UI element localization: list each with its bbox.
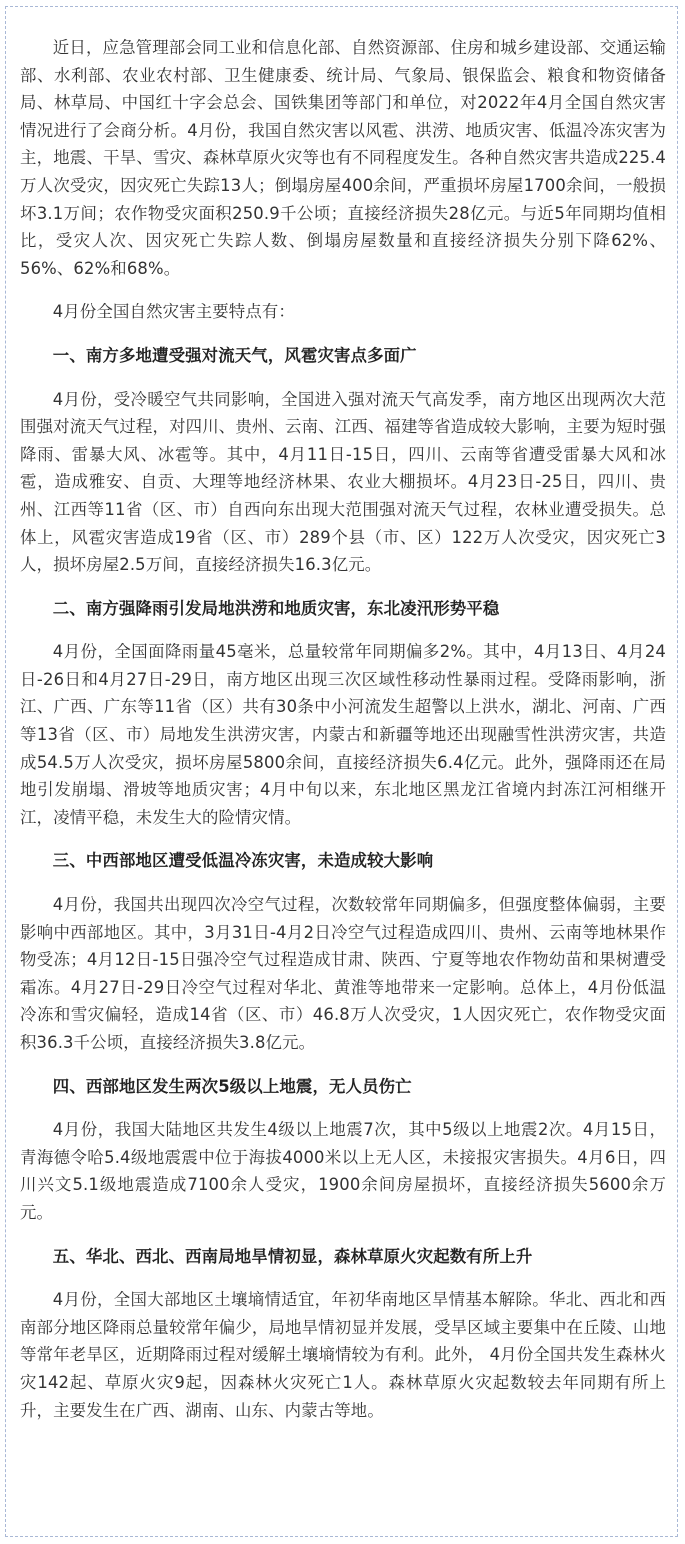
features-intro: 4月份全国自然灾害主要特点有： — [52, 302, 295, 322]
section-body-1: 4月份，受冷暖空气共同影响，全国进入强对流天气高发季，南方地区出现两次大范围强对流天气过程，对四川、贵州、云南、江西、福建等省造成较大影响，主要为短时强降雨、雷暴大风、冰雹等。其中，4月11日-15日，四川、云南等省遭受雷暴大风和冰雹，造成雅安、自贡、大理等地经济林果、农业大棚损坏。4月23日-25日，四川、贵州、江西等11省（区、市）自西向东出现大范围强对流天气过程，农林业遭受损失。总体上，风雹灾害造成19省（区、市）289个县（市、区）122万人次受灾，因灾死亡3人，损坏房屋2.5万间，直接经济损失16.3亿元。 — [20, 389, 666, 575]
intro-paragraph: 近日，应急管理部会同工业和信息化部、自然资源部、住房和城乡建设部、交通运输部、水利部、农业农村部、卫生健康委、统计局、气象局、银保监会、粮食和物资储备局、林草局、中国红十字会总会、国铁集团等部门和单位，对2022年4月全国自然灾害情况进行了会商分析。4月份，我国自然灾害以风雹、洪涝、地质灾害、低温冷冻灾害为主，地震、干旱、雪灾、森林草原火灾等也有不同程度发生。各种自然灾害共造成225.4万人次受灾，因灾死亡失踪13人；倒塌房屋400余间，严重损坏房屋1700余间，一般损坏3.1万间；农作物受灾面积250.9千公顷；直接经济损失28亿元。与近5年同期均值相比，受灾人次、因灾死亡失踪人数、倒塌房屋数量和直接经济损失分别下降62%、56%、62%和68%。 — [20, 38, 666, 278]
section-heading-4: 四、西部地区发生两次5级以上地震，无人员伤亡 — [52, 1076, 412, 1096]
section-heading-2: 二、南方强降雨引发局地洪涝和地质灾害，东北凌汛形势平稳 — [52, 598, 500, 618]
section-heading-3: 三、中西部地区遭受低温冷冻灾害，未造成较大影响 — [52, 851, 434, 871]
article-content — [20, 34, 666, 1424]
section-body-5: 4月份，全国大部地区土壤墒情适宜，年初华南地区旱情基本解除。华北、西北和西南部分地区降雨总量较常年偏少，局地旱情初显并发展，受旱区域主要集中在丘陵、山地等常年老旱区，近期降雨过程对缓解土壤墒情较为有利。此外， 4月份全国共发生森林火灾142起、草原火灾9起，因森林火灾死亡1人。森林草原火灾起数较去年同期有所上升，主要发生在广西、湖南、山东、内蒙古等地。 — [20, 1290, 666, 1420]
section-body-2: 4月份，全国面降雨量45毫米，总量较常年同期偏多2%。其中，4月13日、4月24日-26日和4月27日-29日，南方地区出现三次区域性移动性暴雨过程。受降雨影响，浙江、广西、广东等11省（区）共有30条中小河流发生超警以上洪水，湖北、河南、广西等13省（区、市）局地发生洪涝灾害，内蒙古和新疆等地还出现融雪性洪涝灾害，共造成54.5万人次受灾，损坏房屋5800余间，直接经济损失6.4亿元。此外，强降雨还在局地引发崩塌、滑坡等地质灾害；4月中旬以来，东北地区黑龙江省境内封冻江河相继开江，凌情平稳，未发生大的险情灾情。 — [20, 642, 666, 827]
section-heading-5: 五、华北、西北、西南局地旱情初显，森林草原火灾起数有所上升 — [52, 1246, 533, 1266]
section-body-4: 4月份，我国大陆地区共发生4级以上地震7次，其中5级以上地震2次。4月15日，青海德令哈5.4级地震震中位于海拔4000米以上无人区，未接报灾害损失。4月6日，四川兴文5.1级地震造成7100余人受灾，1900余间房屋损坏，直接经济损失5600余万元。 — [20, 1120, 666, 1222]
section-heading-1: 一、南方多地遭受强对流天气，风雹灾害点多面广 — [52, 345, 417, 365]
section-body-3: 4月份，我国共出现四次冷空气过程，次数较常年同期偏多，但强度整体偏弱，主要影响中西部地区。其中，3月31日-4月2日冷空气过程造成四川、贵州、云南等地林果作物受冻；4月12日-15日强冷空气过程造成甘肃、陕西、宁夏等地农作物幼苗和果树遭受霜冻。4月27日-29日冷空气过程对华北、黄淮等地带来一定影响。总体上，4月份低温冷冻和雪灾偏轻，造成14省（区、市）46.8万人次受灾，1人因灾死亡，农作物受灾面积36.3千公顷，直接经济损失3.8亿元。 — [20, 895, 666, 1052]
